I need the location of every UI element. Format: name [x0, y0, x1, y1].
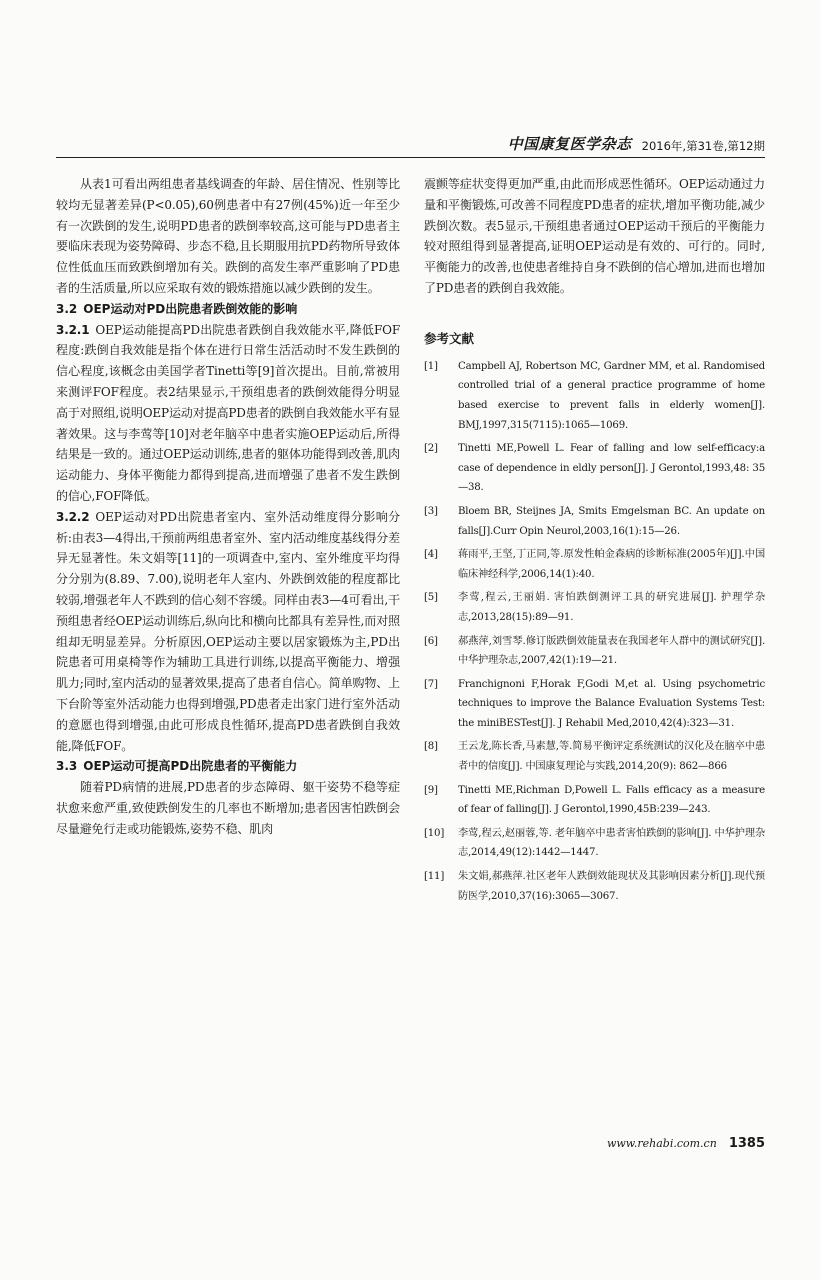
reference-text: 李莺,程云,赵丽蓉,等. 老年脑卒中患者害怕跌倒的影响[J]. 中华护理杂志,2014,49(12):1442—1447.: [458, 827, 765, 859]
issue-info: 2016年,第31卷,第12期: [641, 139, 765, 153]
website-url: www.rehabi.com.cn: [606, 1137, 717, 1150]
reference-number: [9]: [424, 784, 438, 796]
reference-number: [5]: [424, 592, 438, 604]
paragraph-continued: 震颤等症状变得更加严重,由此而形成恶性循环。OEP运动通过力量和平衡锻炼,可改善不同程度PD患者的症状,增加平衡功能,减少跌倒次数。表5显示,干预组患者通过OEP运动干预后的平衡能力较对照组得到显著提高,证明OEP运动是有效的、可行的。同时,平衡能力的改善,也使患者维持自身不跌倒的信心增加,进而也增加了PD患者的跌倒自我效能。: [424, 177, 765, 295]
reference-item: [424, 867, 765, 906]
reference-number: [3]: [424, 505, 438, 517]
reference-text: Bloem BR, Steijnes JA, Smits Emgelsman BC. An update on falls[J].Curr Opin Neurol,2003,16(1):15—26.: [458, 505, 765, 537]
paragraph-3-2-2: [56, 507, 400, 757]
section-number: 3.2: [56, 301, 78, 316]
reference-item: [424, 824, 765, 863]
paragraph-text: OEP运动能提高PD出院患者跌倒自我效能水平,降低FOF程度:跌倒自我效能是指个体在进行日常生活活动时不发生跌倒的信心程度,该概念由美国学者Tinetti等[9]首次提出。目前,常被用来测评FOF程度。表2结果显示,干预组患者的跌倒效能得分明显高于对照组,说明OEP运动对提高PD患者的跌倒自我效能水平有显著效果。这与李莺等[10]对老年脑卒中患者实施OEP运动后,所得结果是一致的。通过OEP运动训练,患者的躯体功能得到改善,肌肉运动能力、身体平衡能力都得到提高,进而增强了患者不发生跌倒的信心,FOF降低。: [56, 322, 400, 503]
reference-item: [424, 632, 765, 671]
section-number: 3.3: [56, 759, 78, 774]
reference-item: [424, 502, 765, 541]
page-footer: [607, 1136, 765, 1151]
reference-text: 李莺,程云,王丽娟. 害怕跌倒测评工具的研究进展[J]. 护理学杂志,2013,28(15):89—91.: [458, 592, 765, 623]
references-heading: 参考文献: [424, 330, 475, 346]
reference-item: [424, 675, 765, 734]
reference-number: [4]: [424, 549, 438, 561]
page-header: [56, 132, 765, 158]
reference-number: [2]: [424, 443, 438, 455]
reference-text: Campbell AJ, Robertson MC, Gardner MM, et al. Randomised controlled trial of a general practice programme of home based exercise to prevent falls in elderly women[J]. BMJ,1997,315(7115):1065—1069.: [458, 360, 765, 431]
reference-number: [7]: [424, 678, 438, 690]
reference-number: [6]: [424, 635, 438, 647]
reference-item: [424, 588, 765, 627]
reference-number: [1]: [424, 360, 438, 372]
reference-item: [424, 357, 765, 435]
reference-item: [424, 439, 765, 498]
reference-text: Franchignoni F,Horak F,Godi M,et al. Using psychometric techniques to improve the Balance Evaluation Systems Test: the miniBESTest[J]. J Rehabil Med,2010,42(4):323—31.: [458, 678, 765, 729]
right-column: [424, 174, 765, 910]
subsection-number: 3.2.2: [56, 509, 90, 524]
reference-text: 郝燕萍,刘雪琴.修订版跌倒效能量表在我国老年人群中的测试研究[J]. 中华护理杂志,2007,42(1):19—21.: [458, 635, 765, 667]
paragraph-text: OEP运动对PD出院患者室内、室外活动维度得分影响分析:由表3—4得出,干预前两组患者室外、室内活动维度基线得分差异无显著性。朱文娟等[11]的一项调查中,室内、室外维度平均得分分别为(8.89、7.00),说明老年人室内、外跌倒效能的程度都比较弱,增强老年人不跌到的信心刻不容缓。同样由表3—4可看出,干预组患者经OEP运动训练后,纵向比和横向比都具有差异性,而对照组却无明显差异。分析原因,OEP运动主要以居家锻炼为主,PD出院患者可用桌椅等作为辅助工具进行训练,以提高平衡能力、增强肌力;同时,室内活动的显著效果,提高了患者自信心。简单购物、上下台阶等室外活动能力也得到增强,PD患者走出家门进行室外活动的意愿也得到增强,由此可形成良性循环,提高PD患者跌倒自我效能,降低FOF。: [56, 509, 400, 753]
page-number: 1385: [728, 1136, 765, 1151]
reference-number: [10]: [424, 827, 445, 839]
section-3-2-heading: [56, 299, 400, 320]
section-3-3-heading: [56, 756, 400, 777]
section-title: OEP运动对PD出院患者跌倒效能的影响: [83, 301, 298, 316]
subsection-number: 3.2.1: [56, 322, 90, 337]
paragraph-3-3: 随着PD病情的进展,PD患者的步态障碍、躯干姿势不稳等症状愈来愈严重,致使跌倒发生的几率也不断增加;患者因害怕跌倒会尽量避免行走或功能锻炼,姿势不稳、肌肉: [56, 780, 400, 836]
reference-number: [8]: [424, 741, 438, 753]
reference-item: [424, 545, 765, 584]
reference-text: Tinetti ME,Richman D,Powell L. Falls efficacy as a measure of fear of falling[J]. J Gerontol,1990,45B:239—243.: [458, 784, 765, 816]
reference-item: [424, 737, 765, 776]
left-column: [56, 174, 400, 840]
reference-number: [11]: [424, 871, 445, 883]
section-title: OEP运动可提高PD出院患者的平衡能力: [83, 759, 298, 774]
reference-text: Tinetti ME,Powell L. Fear of falling and low self-efficacy:a case of dependence in eldly person[J]. J Gerontol,1993,48: 35—38.: [458, 443, 765, 494]
reference-list: [424, 357, 765, 906]
reference-text: 王云龙,陈长香,马素慧,等.简易平衡评定系统测试的汉化及在脑卒中患者中的信度[J]. 中国康复理论与实践,2014,20(9): 862—866: [458, 741, 765, 773]
reference-item: [424, 781, 765, 820]
paragraph-3-2-1: [56, 320, 400, 507]
paragraph-intro: 从表1可看出两组患者基线调查的年龄、居住情况、性别等比较均无显著差异(P<0.05),60例患者中有27例(45%)近一年至少有一次跌倒的发生,说明PD患者的跌倒率较高,这可能与PD患者主要临床表现为姿势障碍、步态不稳,且长期服用抗PD药物所导致体位性低血压而致跌倒增加有关。跌倒的高发生率严重影响了PD患者的生活质量,所以应采取有效的锻炼措施以减少跌倒的发生。: [56, 177, 400, 295]
journal-name: 中国康复医学杂志: [507, 135, 632, 153]
reference-text: 蒋雨平,王坚,丁正同,等.原发性帕金森病的诊断标准(2005年)[J].中国临床神经科学,2006,14(1):40.: [458, 549, 765, 580]
reference-text: 朱文娟,郝燕萍.社区老年人跌倒效能现状及其影响因素分析[J].现代预防医学,2010,37(16):3065—3067.: [458, 871, 765, 902]
